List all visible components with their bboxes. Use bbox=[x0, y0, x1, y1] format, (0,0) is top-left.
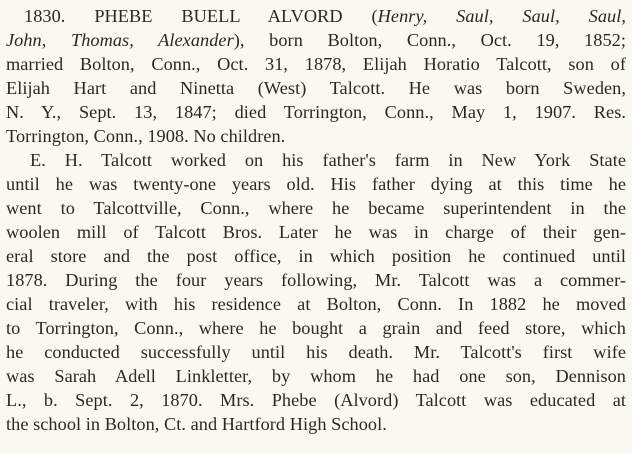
text-line-3: married Bolton, Conn., Oct. 31, 1878, Elijah Horatio Talcott, son of bbox=[6, 54, 626, 74]
text-line-17: L., b. Sept. 2, 1870. Mrs. Phebe (Alvord) Talcott was educated at bbox=[6, 390, 626, 410]
text-line-13: cial traveler, with his residence at Bolton, Conn. In 1882 he moved bbox=[6, 294, 626, 314]
text-line-5: N. Y., Sept. 13, 1847; died Torrington, Conn., May 1, 1907. Res. bbox=[6, 102, 626, 122]
text-line-2 bbox=[6, 28, 626, 52]
text-line-6: Torrington, Conn., 1908. No children. bbox=[6, 126, 286, 146]
entry-heading: 1830. PHEBE BUELL ALVORD ( bbox=[24, 6, 378, 26]
text-line-7: E. H. Talcott worked on his father's farm in New York State bbox=[30, 150, 626, 170]
text-line-8: until he was twenty-one years old. His father dying at this time he bbox=[6, 174, 626, 194]
text-line-11: eral store and the post office, in which position he continued until bbox=[6, 246, 626, 266]
text-line-1 bbox=[24, 4, 626, 28]
text-line-10: woolen mill of Talcott Bros. Later he was in charge of their gen- bbox=[6, 222, 626, 242]
text-line-16: was Sarah Adell Linkletter, by whom he had one son, Dennison bbox=[6, 366, 626, 386]
text-line-18: the school in Bolton, Ct. and Hartford High School. bbox=[6, 414, 387, 434]
birth-info: ), born Bolton, Conn., Oct. 19, 1852; bbox=[233, 30, 626, 50]
text-line-9: went to Talcottville, Conn., where he became superintendent in the bbox=[6, 198, 626, 218]
ancestry-italic: Henry, Saul, Saul, Saul, bbox=[377, 6, 626, 26]
text-line-14: to Torrington, Conn., where he bought a grain and feed store, which bbox=[6, 318, 626, 338]
text-line-4: Elijah Hart and Ninetta (West) Talcott. He was born Sweden, bbox=[6, 78, 626, 98]
ancestry-italic-cont: John, Thomas, Alexander bbox=[6, 30, 234, 50]
text-line-12: 1878. During the four years following, Mr. Talcott was a commer- bbox=[6, 270, 626, 290]
text-line-15: he conducted successfully until his death. Mr. Talcott's first wife bbox=[6, 342, 626, 362]
